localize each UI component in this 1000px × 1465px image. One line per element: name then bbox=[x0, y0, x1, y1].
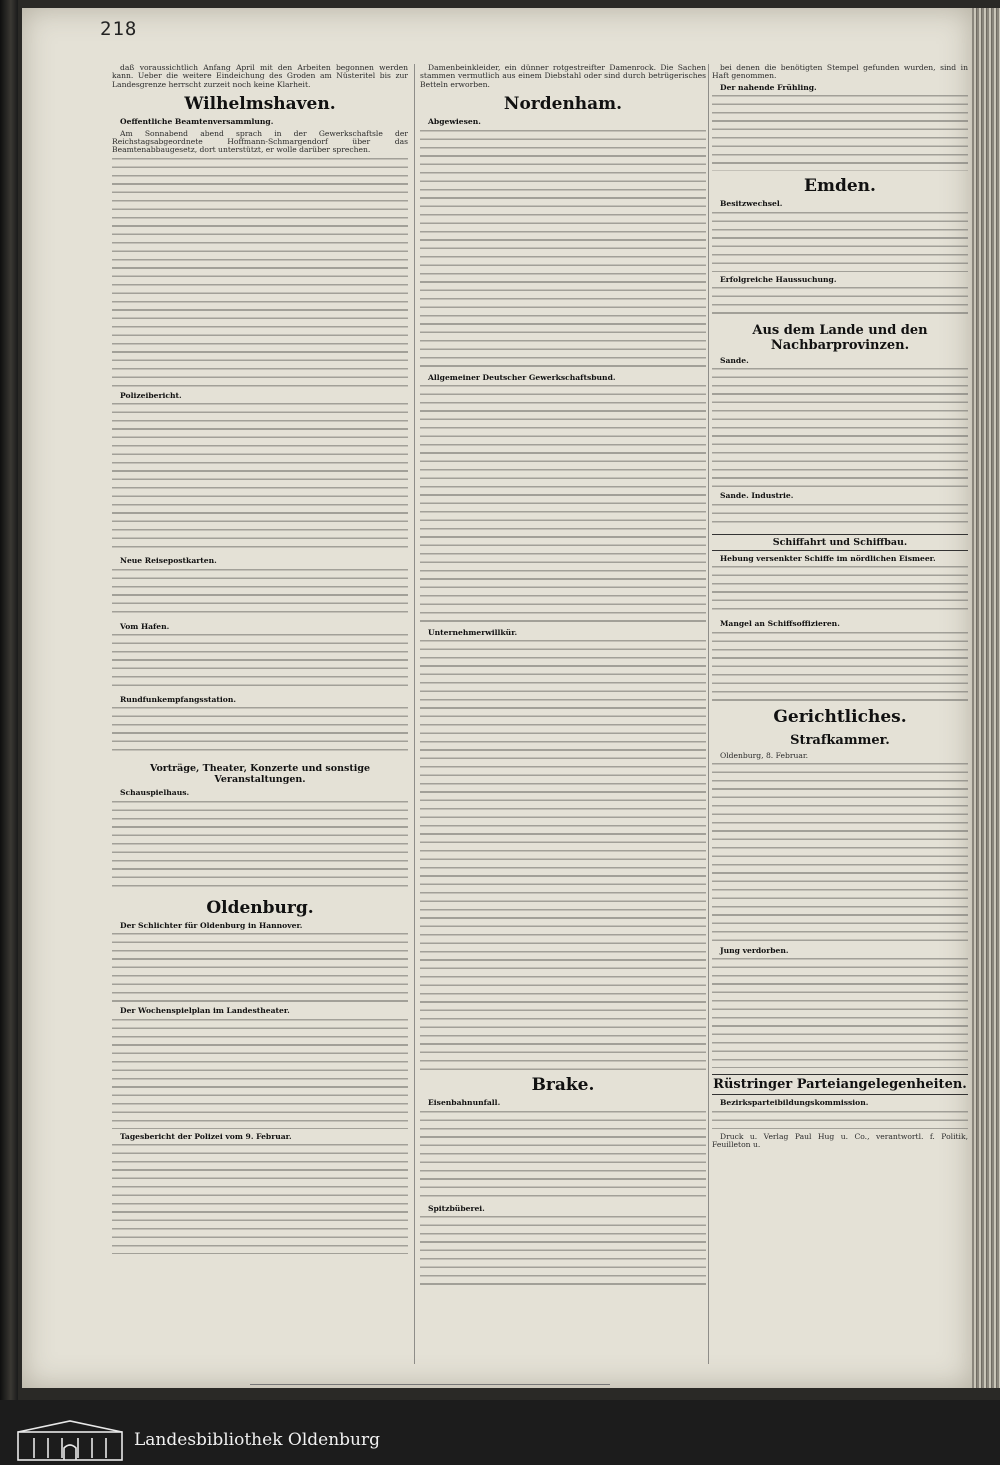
article-title-text: Oeffentliche Beamtenversammlung. bbox=[120, 117, 274, 127]
article-title-text: Neue Reisepostkarten. bbox=[120, 556, 217, 566]
article-body-text bbox=[712, 95, 968, 171]
page-number: 218 bbox=[100, 18, 138, 40]
article-body-text bbox=[420, 130, 706, 370]
article-body-text bbox=[712, 504, 968, 528]
article-title-text: Jung verdorben. bbox=[720, 946, 789, 956]
article-title bbox=[420, 629, 706, 637]
section-heading-brake: Brake. bbox=[531, 1075, 595, 1096]
article-title-text: Polizeibericht. bbox=[120, 390, 182, 400]
article-title bbox=[420, 1099, 706, 1107]
article-title bbox=[712, 620, 968, 628]
article-body-text bbox=[112, 403, 408, 553]
article-title-text: Vom Hafen. bbox=[120, 621, 170, 631]
article-title bbox=[712, 555, 968, 563]
article-body-text bbox=[112, 933, 408, 1003]
section-heading-events: Vorträge, Theater, Konzerte und sonstige Veranstaltungen. bbox=[149, 763, 371, 786]
article-body-text bbox=[712, 958, 968, 1068]
section-heading-nordenham: Nordenham. bbox=[503, 94, 623, 115]
article-body-text bbox=[112, 1019, 408, 1129]
article-intro: daß voraussichtlich Anfang April mit den Arbeiten begonnen werden kann. Ueber die weitere Eindeichung des Groden am Nüsteritel bis zur Landesgrenze herrscht zurzeit noch keine Klarheit. bbox=[112, 64, 408, 89]
article-body-text bbox=[420, 640, 706, 1070]
column-rule bbox=[414, 64, 415, 1364]
article-body-text bbox=[112, 158, 408, 388]
article-title-text: Besitzwechsel. bbox=[720, 199, 783, 209]
section-heading-shipping: Schiffahrt und Schiffbau. bbox=[712, 534, 968, 551]
article-title bbox=[112, 557, 408, 565]
article-title bbox=[112, 392, 408, 400]
article-title-text: Hebung versenkter Schiffe im nördlichen Eismeer. bbox=[720, 553, 936, 563]
article-body-text bbox=[112, 1144, 408, 1254]
imprint: Druck u. Verlag Paul Hug u. Co., verantwortl. f. Politik, Feuilleton u. bbox=[712, 1131, 968, 1150]
article-title bbox=[420, 1205, 706, 1213]
section-heading-party: Rüstringer Parteiangelegenheiten. bbox=[712, 1074, 968, 1095]
column-3 bbox=[712, 64, 968, 1364]
article-body-text bbox=[420, 1216, 706, 1286]
article-title bbox=[112, 789, 408, 797]
article-title-text: Rundfunkempfangsstation. bbox=[120, 695, 237, 705]
article-body-text bbox=[712, 287, 968, 317]
article-title bbox=[712, 947, 968, 955]
column-2 bbox=[420, 64, 706, 1364]
article-title bbox=[112, 922, 408, 930]
article-title-text: Allgemeiner Deutscher Gewerkschaftsbund. bbox=[428, 372, 616, 382]
article-title-text: Der Wochenspielplan im Landestheater. bbox=[120, 1006, 290, 1016]
article-body-text bbox=[112, 634, 408, 692]
library-building-icon bbox=[14, 1418, 126, 1462]
article-title bbox=[112, 1007, 408, 1015]
article-body-text bbox=[420, 385, 706, 625]
article-title-text: Eisenbahnunfall. bbox=[428, 1098, 501, 1108]
article-title bbox=[420, 374, 706, 382]
section-heading-wilhelmshaven: Wilhelmshaven. bbox=[184, 94, 336, 115]
article-body-text bbox=[712, 212, 968, 272]
article-title-text: Spitzbüberei. bbox=[428, 1203, 485, 1213]
article-title-text: Sande. Industrie. bbox=[720, 491, 794, 501]
dateline: Oldenburg, 8. Februar. bbox=[720, 750, 809, 760]
article-intro: bei denen die benötigten Stempel gefunden wurden, sind in Haft genommen. bbox=[712, 64, 968, 81]
article-title bbox=[712, 1099, 968, 1107]
section-heading-court: Gerichtliches. bbox=[773, 706, 907, 727]
article-body-text bbox=[712, 368, 968, 488]
article-title bbox=[712, 276, 968, 284]
article-title-text: Sande. bbox=[720, 356, 749, 366]
column-1 bbox=[112, 64, 408, 1364]
article-title bbox=[712, 84, 968, 92]
article-title-text: Bezirksparteibildungskommission. bbox=[720, 1098, 869, 1108]
article-title-text: Tagesbericht der Polizei vom 9. Februar. bbox=[120, 1131, 292, 1141]
library-name: Landesbibliothek Oldenburg bbox=[134, 1430, 381, 1450]
article-title bbox=[420, 118, 706, 126]
column-rule bbox=[708, 64, 709, 1364]
article-body-text bbox=[712, 566, 968, 616]
page-stack-edge bbox=[972, 8, 1000, 1388]
section-heading-oldenburg: Oldenburg. bbox=[206, 897, 314, 918]
article-title bbox=[112, 118, 408, 126]
article-body-text bbox=[420, 1111, 706, 1201]
article-title-text: Erfolgreiche Haussuchung. bbox=[720, 274, 837, 284]
article-body-text bbox=[112, 801, 408, 893]
article-title-text: Der nahende Frühling. bbox=[720, 82, 817, 92]
section-subheading-criminal-court: Strafkammer. bbox=[790, 732, 890, 748]
article-title bbox=[712, 200, 968, 208]
article-title-text: Abgewiesen. bbox=[428, 117, 481, 127]
article-body-text bbox=[712, 1111, 968, 1129]
article-intro: Damenbeinkleider, ein dünner rotgestreifter Damenrock. Die Sachen stammen vermutlich aus einem Diebstahl oder sind durch betrügerisches Betteln erworben. bbox=[420, 64, 706, 89]
section-heading-emden: Emden. bbox=[804, 176, 876, 197]
scan-edge-line bbox=[250, 1384, 610, 1385]
article-title-text: Mangel an Schiffsoffizieren. bbox=[720, 619, 840, 629]
article-title-text: Unternehmerwillkür. bbox=[428, 628, 518, 638]
article-body-text bbox=[712, 632, 968, 702]
article-title bbox=[112, 1133, 408, 1141]
book-binding bbox=[0, 0, 18, 1400]
article-title bbox=[712, 357, 968, 365]
article-title-text: Der Schlichter für Oldenburg in Hannover. bbox=[120, 920, 303, 930]
article-text: Am Sonnabend abend sprach in der Gewerkschaftsle der Reichstagsabgeordnete Hoffmann-Schmargendorf über das Beamtenabbaugesetz, dort unterstützt, er wolle darüber sprechen. bbox=[112, 128, 408, 155]
article-title-text: Schauspielhaus. bbox=[120, 788, 190, 798]
article-body-text bbox=[112, 569, 408, 619]
article-title bbox=[112, 696, 408, 704]
article-body-text bbox=[712, 763, 968, 943]
article-title bbox=[112, 623, 408, 631]
article-body-text bbox=[112, 707, 408, 757]
section-heading-region: Aus dem Lande und den Nachbarprovinzen. bbox=[752, 323, 928, 354]
article-title bbox=[712, 492, 968, 500]
